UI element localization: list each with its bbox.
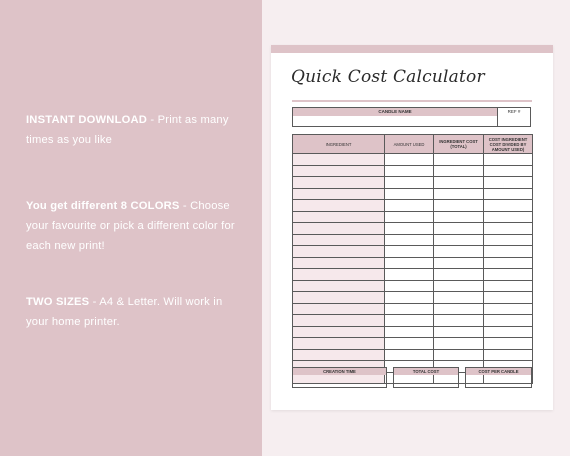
table-cell	[293, 280, 385, 292]
table-cell	[434, 211, 484, 223]
table-cell	[484, 338, 533, 350]
table-cell	[434, 223, 484, 235]
table-cell	[484, 326, 533, 338]
cost-per-candle-label: COST PER CANDLE	[466, 368, 531, 375]
feature-text: - Choose your favourite or pick a different color for each new print!	[26, 200, 235, 252]
table-cell	[293, 303, 385, 315]
table-cell	[293, 326, 385, 338]
table-cell	[434, 246, 484, 258]
table-cell	[385, 177, 434, 189]
table-cell	[434, 315, 484, 327]
table-cell	[385, 338, 434, 350]
table-row	[293, 188, 533, 200]
table-cell	[484, 165, 533, 177]
table-cell	[484, 211, 533, 223]
title-divider	[292, 100, 532, 102]
table-cell	[385, 188, 434, 200]
table-cell	[484, 257, 533, 269]
summary-boxes	[292, 367, 532, 388]
table-cell	[484, 349, 533, 361]
table-cell	[434, 292, 484, 304]
table-row	[293, 315, 533, 327]
table-row	[293, 257, 533, 269]
table-cell	[434, 177, 484, 189]
table-cell	[434, 349, 484, 361]
table-cell	[385, 303, 434, 315]
table-row	[293, 292, 533, 304]
printable-sheet	[271, 45, 553, 410]
table-cell	[484, 280, 533, 292]
col-ingredient-cost: INGREDIENT COST (TOTAL)	[434, 135, 484, 154]
table-cell	[434, 257, 484, 269]
creation-time-label: CREATION TIME	[293, 368, 386, 375]
table-cell	[293, 188, 385, 200]
table-cell	[484, 246, 533, 258]
feature-instant-download	[26, 110, 241, 150]
table-body	[293, 154, 533, 384]
table-row	[293, 177, 533, 189]
table-row	[293, 234, 533, 246]
table-cell	[385, 200, 434, 212]
candle-name-row	[292, 107, 531, 127]
table-cell	[385, 292, 434, 304]
table-row	[293, 223, 533, 235]
feature-bold: You get different 8 COLORS	[26, 200, 180, 212]
feature-colors	[26, 196, 241, 256]
col-amount-used: AMOUNT USED	[385, 135, 434, 154]
table-row	[293, 269, 533, 281]
table-row	[293, 165, 533, 177]
creation-time-box	[292, 367, 387, 388]
table-cell	[484, 223, 533, 235]
table-header-row	[293, 135, 533, 154]
table-cell	[385, 315, 434, 327]
table-cell	[293, 200, 385, 212]
table-cell	[385, 234, 434, 246]
col-cost-divided: COST INGREDIENT COST DIVIDED BY AMOUNT USED)	[484, 135, 533, 154]
table-cell	[385, 211, 434, 223]
table-row	[293, 326, 533, 338]
sheet-title: Quick Cost Calculator	[291, 67, 485, 87]
table-row	[293, 246, 533, 258]
table-row	[293, 338, 533, 350]
table-cell	[293, 338, 385, 350]
table-cell	[293, 165, 385, 177]
cost-per-candle-box	[465, 367, 532, 388]
table-cell	[385, 223, 434, 235]
table-cell	[385, 257, 434, 269]
table-cell	[484, 303, 533, 315]
table-cell	[293, 154, 385, 166]
sheet-top-band	[271, 45, 553, 53]
candle-name-label: CANDLE NAME	[378, 109, 412, 114]
ref-field	[498, 108, 530, 126]
total-cost-box	[393, 367, 459, 388]
table-cell	[434, 280, 484, 292]
feature-text: - A4 & Letter. Will work in your home printer.	[26, 296, 223, 328]
table-cell	[293, 223, 385, 235]
table-cell	[293, 177, 385, 189]
table-cell	[293, 269, 385, 281]
table-cell	[293, 211, 385, 223]
table-cell	[484, 234, 533, 246]
table-cell	[293, 234, 385, 246]
table-cell	[385, 246, 434, 258]
feature-sizes	[26, 292, 241, 332]
feature-bold: INSTANT DOWNLOAD	[26, 114, 148, 126]
left-promo-panel	[0, 0, 262, 456]
table-row	[293, 280, 533, 292]
table-cell	[434, 200, 484, 212]
table-cell	[484, 292, 533, 304]
candle-name-field	[293, 108, 498, 126]
table-cell	[484, 315, 533, 327]
table-cell	[385, 349, 434, 361]
table-cell	[293, 315, 385, 327]
table-row	[293, 211, 533, 223]
col-ingredient: INGREDIENT	[293, 135, 385, 154]
feature-bold: TWO SIZES	[26, 296, 90, 308]
table-cell	[293, 349, 385, 361]
table-cell	[484, 188, 533, 200]
table-cell	[385, 165, 434, 177]
table-cell	[484, 177, 533, 189]
table-cell	[434, 326, 484, 338]
feature-text: - Print as many times as you like	[26, 114, 229, 146]
table-row	[293, 200, 533, 212]
ingredient-table	[292, 134, 533, 384]
table-cell	[434, 165, 484, 177]
table-cell	[434, 188, 484, 200]
table-cell	[434, 234, 484, 246]
table-cell	[385, 154, 434, 166]
table-cell	[293, 292, 385, 304]
table-row	[293, 349, 533, 361]
table-cell	[385, 269, 434, 281]
table-cell	[293, 257, 385, 269]
table-cell	[385, 326, 434, 338]
table-cell	[434, 303, 484, 315]
table-cell	[434, 338, 484, 350]
table-row	[293, 154, 533, 166]
table-cell	[484, 200, 533, 212]
table-row	[293, 303, 533, 315]
table-cell	[434, 269, 484, 281]
table-cell	[484, 269, 533, 281]
table-cell	[293, 246, 385, 258]
total-cost-label: TOTAL COST	[394, 368, 458, 375]
table-cell	[484, 154, 533, 166]
table-cell	[434, 154, 484, 166]
ref-label: REF #	[507, 109, 521, 114]
table-cell	[385, 280, 434, 292]
